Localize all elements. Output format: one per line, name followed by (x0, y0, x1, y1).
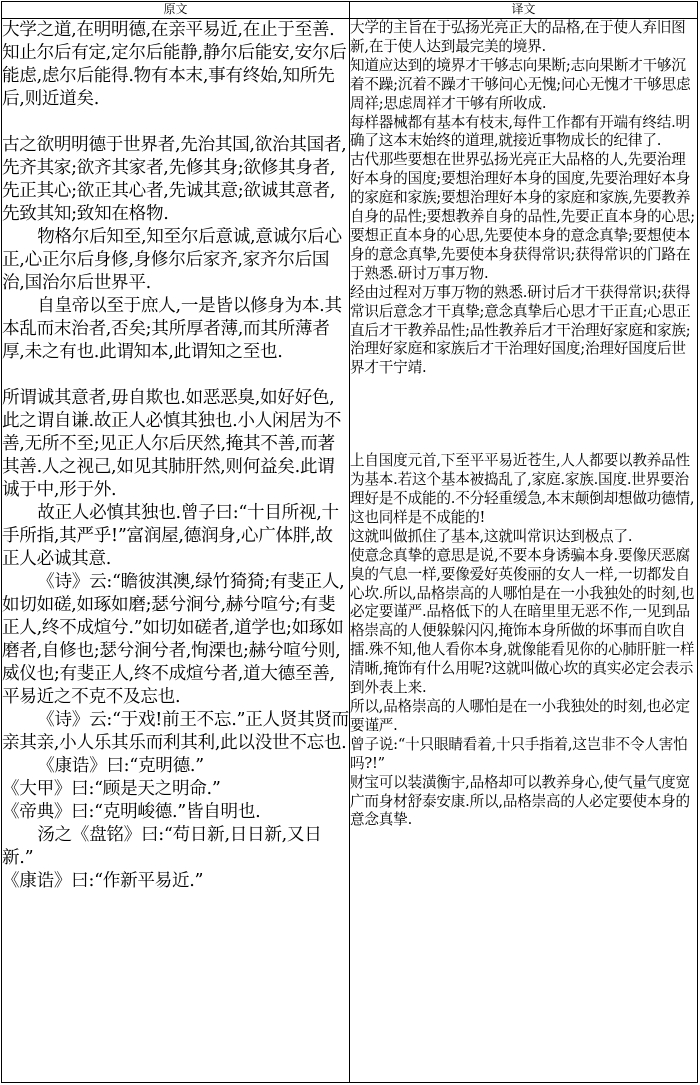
original-paragraph: 《康诰》曰:“克明德.” (37, 756, 204, 776)
original-paragraph: 故正人必慎其独也.曾子曰:“十目所视,十手所指,其严乎!”富润屋,德润身,心广体胖,故正人必诚其意. (2, 503, 339, 569)
header-translation: 译文 (350, 2, 698, 19)
original-paragraph: 所谓诚其意者,毋自欺也.如恶恶臭,如好好色,此之谓自谦.故正人必慎其独也.小人闲居为不善,无所不至;见正人尔后厌然,掩其不善,而著其善.人之视己,如见其肺肝然,则何益矣.此谓诚于中,形于外. (2, 388, 342, 500)
original-paragraph: 《康诰》曰:“作新平易近.” (2, 871, 204, 891)
original-paragraph: 自皇帝以至于庶人,一是皆以修身为本.其本乱而末治者,否矣;其所厚者薄,而其所薄者厚,未之有也.此谓知本,此谓知之至也. (2, 296, 342, 362)
translation-paragraph: 这就叫做抓住了基本,这就叫常识达到极点了. (350, 527, 633, 545)
original-paragraph: 古之欲明明德于世界者,先治其国,欲治其国者,先齐其家;欲齐其家者,先修其身;欲修其身者,先正其心;欲正其心者,先诚其意;欲诚其意者,先致其知;致知在格物. (2, 135, 347, 224)
original-paragraph: 《帝典》曰:“克明峻德.”皆自明也. (2, 802, 261, 822)
table-header-row (2, 2, 698, 19)
original-paragraph: 《诗》云:“瞻彼淇澳,绿竹猗猗;有斐正人,如切如磋,如琢如磨;瑟兮涧兮,赫兮喧兮;有斐正人,终不成煊兮.”如切如磋者,道学也;如琢如磨者,自修也;瑟兮涧兮者,恂溧也;赫兮喧兮则,威仪也;有斐正人,终不成煊兮者,道大德至善,平易近之不克不及忘也. (2, 572, 345, 707)
header-original: 原文 (2, 2, 350, 19)
translation-paragraph: 上自国度元首,下至平平易近苍生,人人都要以教养品性为基本.若这个基本被捣乱了,家庭.家族.国度.世界要治理好是不成能的.不分轻重缓急,本末颠倒却想做功德情,这也同样是不成能的! (350, 452, 695, 526)
translation-paragraph: 所以,品格崇高的人哪怕是在一小我独处的时刻,也必定要谨严. (350, 698, 690, 734)
original-paragraph: 《大甲》曰:“顾是天之明命.” (2, 779, 221, 799)
translation-paragraph: 每样器械都有基本有枝末,每件工作都有开端有终结.明确了这本末始终的道理,就接近事物成长的纪律了. (350, 113, 690, 150)
table-body-row (2, 19, 698, 1083)
translation-paragraph: 大学的主旨在于弘扬光亮正大的品格,在于使人弃旧图新,在于使人达到最完美的境界. (350, 19, 686, 55)
translation-paragraph: 财宝可以装潢衡宇,品格却可以教养身心,使气量气度宽广而身材舒泰安康.所以,品格崇高的人必定要使本身的意念真挚. (350, 773, 690, 829)
translation-paragraph: 曾子说:“十只眼睛看着,十只手指着,这岂非不令人害怕吗?!” (350, 735, 688, 772)
translation-paragraph: 知道应达到的境界才干够志向果断;志向果断才干够沉着不躁;沉着不躁才干够问心无愧;问心无愧才干够思虑周祥;思虑周祥才干够有所收成. (350, 56, 691, 112)
original-paragraph: 大学之道,在明明德,在亲平易近,在止于至善. (2, 20, 335, 40)
translation-paragraph: 经由过程对万事万物的熟悉.研讨后才干获得常识;获得常识后意念才干真挚;意念真挚后心思才干正直;心思正直后才干教养品性;品性教养后才干治理好家庭和家族;治理好家庭和家族后才干治理好国度;治理好国度后世界才干宁靖. (350, 283, 691, 377)
original-paragraph: 汤之《盘铭》曰:“苟日新,日日新,又日新.” (2, 825, 322, 868)
translation-text-column (350, 19, 698, 1083)
original-text-column (2, 19, 350, 1083)
original-paragraph: 知止尔后有定,定尔后能静,静尔后能安,安尔后能虑,虑尔后能得.物有本末,事有终始,知所先后,则近道矣. (2, 43, 347, 109)
original-paragraph: 物格尔后知至,知至尔后意诚,意诚尔后心正,心正尔后身修,身修尔后家齐,家齐尔后国治,国治尔后世界平. (2, 227, 342, 293)
translation-paragraph: 古代那些要想在世界弘扬光亮正大品格的人,先要治理好本身的国度;要想治理好本身的国度,先要治理好本身的家庭和家族;要想治理好本身的家庭和家族,先要教养自身的品性;要想教养自身的品性,先要正直本身的心思;要想正直本身的心思,先要使本身的意念真挚;要想使本身的意念真挚,先要使本身获得常识;获得常识的门路在于熟悉.研讨万事万物. (350, 151, 695, 282)
parallel-text-table (1, 1, 698, 1083)
original-paragraph: 《诗》云:“于戏!前王不忘.”正人贤其贤而亲其亲,小人乐其乐而利其利,此以没世不忘也. (2, 710, 349, 753)
translation-paragraph: 使意念真挚的意思是说,不要本身诱骗本身.要像厌恶腐臭的气息一样,要像爱好英俊丽的女人一样,一切都发自心坎.所以,品格崇高的人哪怕是在一小我独处的时刻,也必定要谨严.品格低下的人在暗里里无恶不作,一见到品格崇高的人便躲躲闪闪,掩饰本身所做的坏事而自吹自擂.殊不知,他人看你本身,就像能看见你的心肺肝脏一样清晰,掩饰有什么用呢?这就叫做心坎的真实必定会表示到外表上来. (350, 546, 695, 697)
